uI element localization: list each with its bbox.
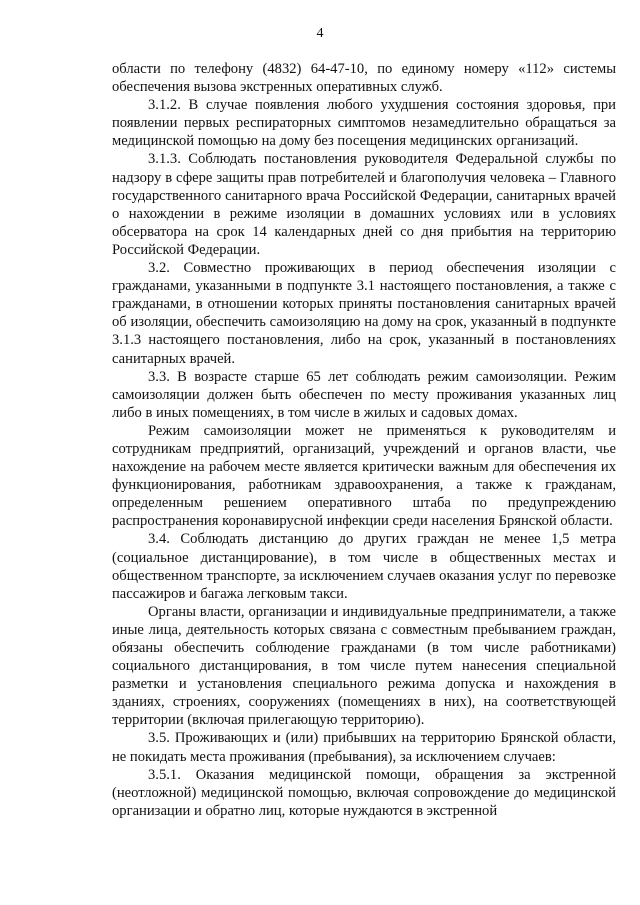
document-body — [112, 60, 616, 820]
paragraph-3-5-1: 3.5.1. Оказания медицинской помощи, обращения за экстренной (неотложной) медицинской помощью, включая сопровождение до медицинской организации и обратно лиц, которые нуждаются в экстренной — [112, 766, 616, 819]
paragraph-3-5: 3.5. Проживающих и (или) прибывших на территорию Брянской области, не покидать места проживания (пребывания), за исключением случаев: — [112, 730, 616, 765]
paragraph-3-4: 3.4. Соблюдать дистанцию до других граждан не менее 1,5 метра (социальное дистанцирование), в том числе в общественных местах и общественном транспорте, за исключением случаев оказания услуг по перевозке пассажиров и багажа легковым такси. — [112, 531, 616, 602]
paragraph-3-3: 3.3. В возрасте старше 65 лет соблюдать режим самоизоляции. Режим самоизоляции должен быть обеспечен по месту проживания указанных лиц либо в иных помещениях, в том числе в жилых и садовых домах. — [112, 368, 616, 421]
paragraph-3-1-2: 3.1.2. В случае появления любого ухудшения состояния здоровья, при появлении первых респираторных симптомов незамедлительно обращаться за медицинской помощью на дому без посещения медицинских организаций. — [112, 97, 616, 150]
paragraph-social-distancing-obligations: Органы власти, организации и индивидуальные предприниматели, а также иные лица, деятельность которых связана с совместным пребыванием граждан, обязаны обеспечить соблюдение гражданами (в том числе работниками) социального дистанцирования, в том числе путем нанесения специальной разметки и установления специального режима допуска и нахождения в зданиях, строениях, сооружениях (помещениях в них), на соответствующей территории (включая прилегающую территорию). — [112, 603, 616, 729]
paragraph-continued: области по телефону (4832) 64-47-10, по единому номеру «112» системы обеспечения вызова экстренных оперативных служб. — [112, 61, 616, 96]
paragraph-3-2: 3.2. Совместно проживающих в период обеспечения изоляции с гражданами, указанными в подпункте 3.1 настоящего постановления, а также с гражданами, в отношении которых приняты постановления санитарных врачей об изоляции, обеспечить самоизоляцию на дому на срок, указанный в подпункте 3.1.3 настоящего постановления, либо на срок, указанный в постановлениях санитарных врачей. — [112, 260, 616, 367]
paragraph-3-1-3: 3.1.3. Соблюдать постановления руководителя Федеральной службы по надзору в сфере защиты прав потребителей и благополучия человека – Главного государственного санитарного врача Российской Федерации, санитарных врачей о нахождении в режиме изоляции в домашних условиях или в условиях обсерватора на срок 14 календарных дней со дня прибытия на территорию Российской Федерации. — [112, 151, 616, 258]
page-number: 4 — [316, 26, 324, 41]
paragraph-self-isolation-exemptions: Режим самоизоляции может не применяться к руководителям и сотрудникам предприятий, организаций, учреждений и органов власти, чье нахождение на рабочем месте является критически важным для обеспечения их функционирования, работникам здравоохранения, а также к гражданам, определенным решением оперативного штаба по предупреждению распространения коронавирусной инфекции среди населения Брянской области. — [112, 422, 616, 530]
